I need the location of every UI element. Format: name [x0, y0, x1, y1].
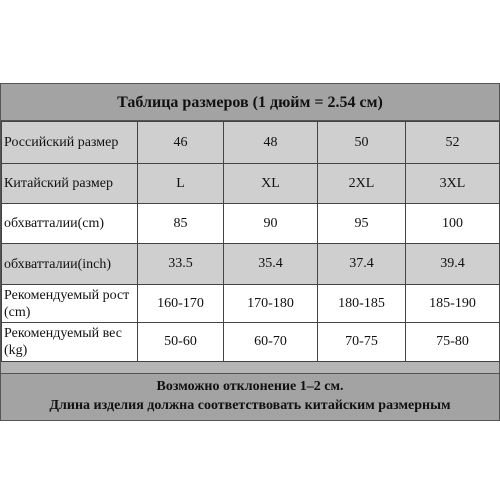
table-cell: 35.4 [224, 244, 318, 285]
table-cell: 75-80 [406, 323, 500, 362]
table-row [2, 204, 500, 244]
table-cell: 3XL [406, 164, 500, 204]
table-cell: 160-170 [138, 285, 224, 323]
table-row [2, 244, 500, 285]
table-cell: 90 [224, 204, 318, 244]
table-cell: 70-75 [318, 323, 406, 362]
table-cell: 50-60 [138, 323, 224, 362]
row-label: Рекомендуемый рост(cm) [2, 285, 138, 323]
table-cell: 48 [224, 122, 318, 164]
table-cell: 60-70 [224, 323, 318, 362]
table-cell: 180-185 [318, 285, 406, 323]
table-cell: 100 [406, 204, 500, 244]
table-cell: 33.5 [138, 244, 224, 285]
table-cell: L [138, 164, 224, 204]
table-cell: 85 [138, 204, 224, 244]
table-cell: 37.4 [318, 244, 406, 285]
table-cell: XL [224, 164, 318, 204]
footer-note [1, 373, 499, 420]
row-label: Российский размер [2, 122, 138, 164]
table-cell: 52 [406, 122, 500, 164]
row-label: обхватталии(inch) [2, 244, 138, 285]
chart-title: Таблица размеров (1 дюйм = 2.54 см) [1, 84, 499, 121]
size-chart [0, 83, 500, 421]
table-cell: 2XL [318, 164, 406, 204]
row-label: Рекомендуемый вес (kg) [2, 323, 138, 362]
table-row [2, 122, 500, 164]
table-row [2, 164, 500, 204]
table-cell: 50 [318, 122, 406, 164]
table-row [2, 323, 500, 362]
table-cell: 39.4 [406, 244, 500, 285]
table-cell: 185-190 [406, 285, 500, 323]
table-cell: 95 [318, 204, 406, 244]
table-cell: 46 [138, 122, 224, 164]
row-label: обхватталии(cm) [2, 204, 138, 244]
row-label: Китайский размер [2, 164, 138, 204]
size-note: Длина изделия должна соответствовать китайским размерным [49, 398, 451, 413]
table-cell: 170-180 [224, 285, 318, 323]
size-table [1, 121, 500, 362]
deviation-note: Возможно отклонение 1–2 см. [156, 379, 344, 394]
table-row [2, 285, 500, 323]
